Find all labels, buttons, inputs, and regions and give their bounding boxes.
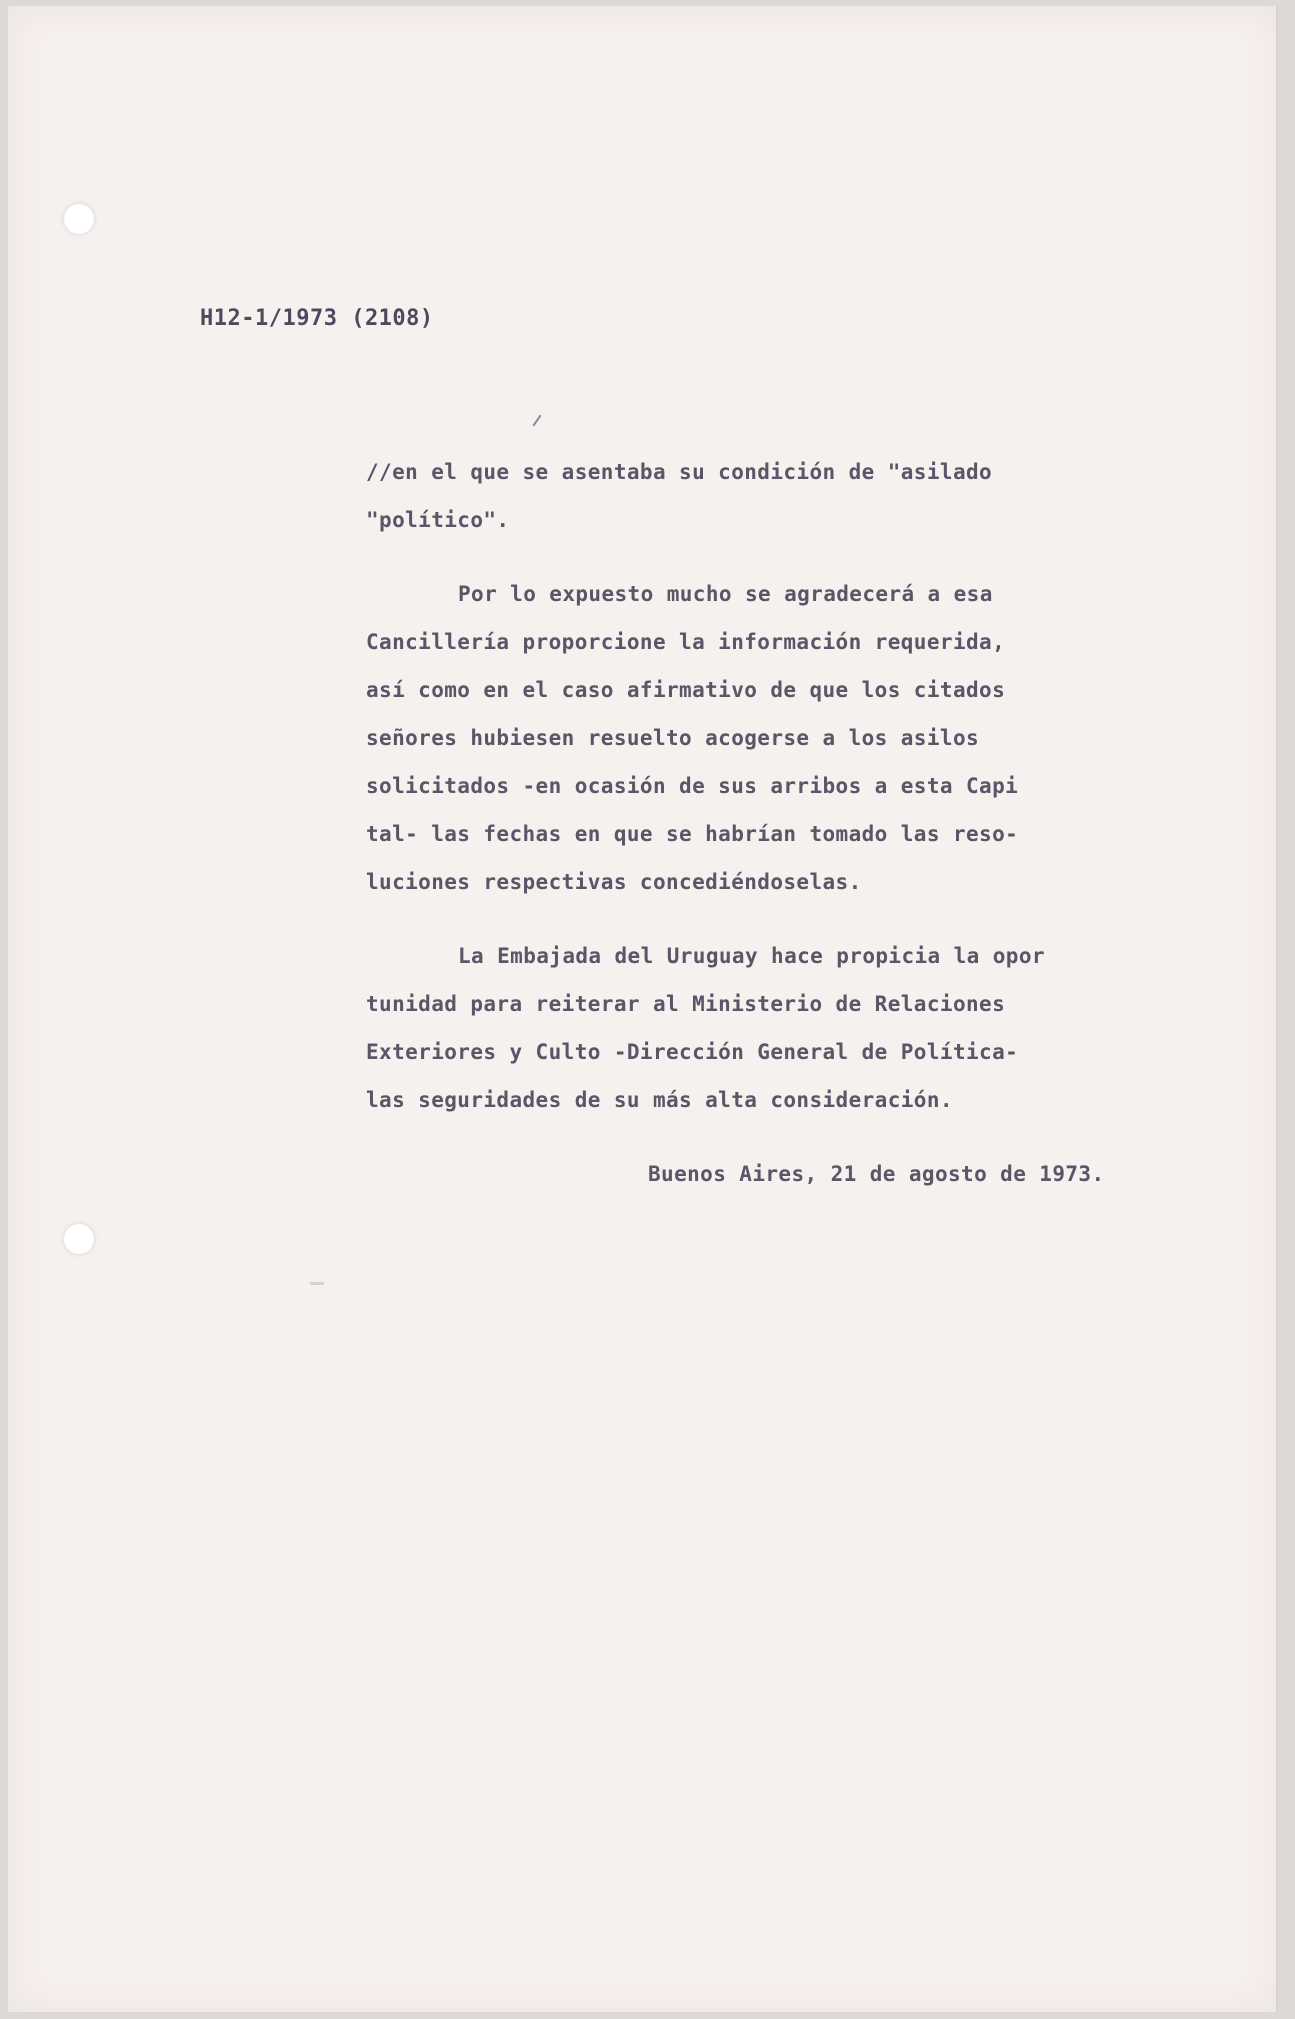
text-line: señores hubiesen resuelto acogerse a los asilos (366, 726, 980, 750)
reference-number: H12-1/1973 (2108) (200, 306, 434, 331)
text-line: La Embajada del Uruguay hace propicia la opor (458, 944, 1045, 968)
punch-hole-top (64, 204, 94, 234)
text-line: Exteriores y Culto -Dirección General de Política- (366, 1040, 1019, 1064)
text-line: //en el que se asentaba su condición de "asilado (366, 460, 993, 484)
text-line: Por lo expuesto mucho se agradecerá a esa (458, 582, 993, 606)
text-line: luciones respectivas concediéndoselas. (366, 870, 862, 894)
punch-hole-bottom (64, 1224, 94, 1254)
letter-body (366, 448, 1206, 1198)
text-line: "político". (366, 508, 510, 532)
place-and-date: Buenos Aires, 21 de agosto de 1973. (648, 1162, 1105, 1186)
paragraph-2 (366, 570, 1206, 906)
text-line: tunidad para reiterar al Ministerio de Relaciones (366, 992, 1006, 1016)
text-line: así como en el caso afirmativo de que los citados (366, 678, 1006, 702)
document-page (8, 6, 1278, 2012)
paragraph-3 (366, 932, 1206, 1124)
page-edge (1276, 6, 1278, 2012)
faint-mark (310, 1282, 324, 1285)
text-line: solicitados -en ocasión de sus arribos a esta Capi (366, 774, 1019, 798)
pen-tick-mark (532, 415, 541, 427)
text-line: las seguridades de su más alta consideración. (366, 1088, 953, 1112)
text-line: tal- las fechas en que se habrían tomado las reso- (366, 822, 1019, 846)
text-line: Cancillería proporcione la información requerida, (366, 630, 1006, 654)
paragraph-1 (366, 448, 1206, 544)
